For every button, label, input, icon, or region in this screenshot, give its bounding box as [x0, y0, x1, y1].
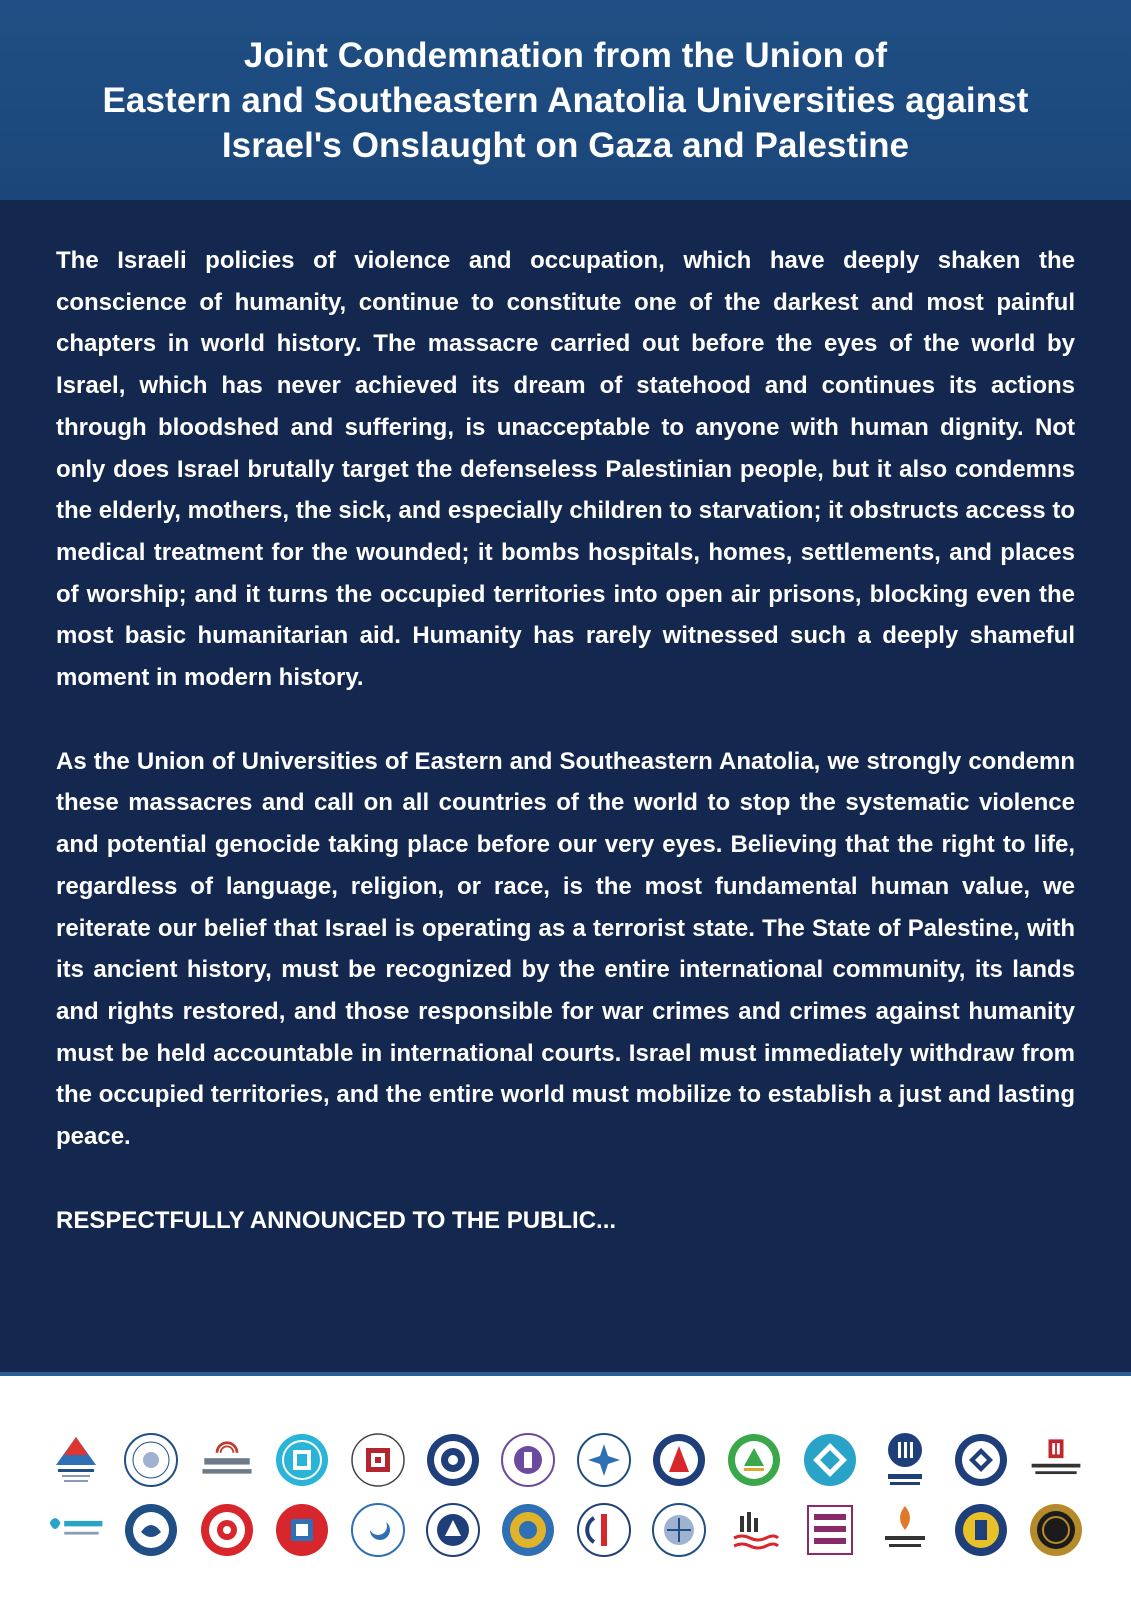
sivas-university-logo [197, 1499, 257, 1561]
inonu-university-logo [875, 1429, 935, 1491]
statement-body [0, 200, 1131, 1372]
header-banner [0, 0, 1131, 200]
igdir-university-logo [724, 1429, 784, 1491]
harran-university-logo [951, 1499, 1011, 1561]
bitlis-eren-university-logo [272, 1429, 332, 1491]
wave-bars-logo [724, 1499, 784, 1561]
sivas-science-technology-university-logo [272, 1499, 332, 1561]
erzurum-teknik-university-logo [574, 1429, 634, 1491]
round-seal-logo [498, 1429, 558, 1491]
statement-paragraph-1: The Israeli policies of violence and occupation, which have deeply shaken the conscience of humanity, continue to constitute one of the darkest and most painful chapters in world history. The massacre carried out before the eyes of the world by Israel, which has never achieved its dream of statehood and continues its actions through bloodshed and suffering, is unacceptable to anyone with human dignity. Not only does Israel brutally target the defenseless Palestinian people, but it also condemns the elderly, mothers, the sick, and especially children to starvation; it obstructs access to medical treatment for the wounded; it bombs hospitals, homes, settlements, and places of worship; and it turns the occupied territories into open air prisons, blocking even the most basic humanitarian aid. Humanity has rarely witnessed such a deeply shameful moment in modern history. [56, 247, 1075, 692]
statement-paragraph-2: As the Union of Universities of Eastern and Southeastern Anatolia, we strongly condemn these massacres and call on all countries of the world to stop the systematic violence and potential genocide taking place before our very eyes. Believing that the right to life, regardless of language, religion, or race, is the most fundamental human value, we reiterate our belief that Israel is operating as a terrorist state. The State of Palestine, with its ancient history, must be recognized by the entire international community, its lands and rights restored, and those responsible for war crimes and crimes against humanity must be held accountable in international courts. Israel must immediately withdraw from the occupied territories, and the entire world must mobilize to establish a just and lasting peace. [56, 747, 1075, 1151]
hakkari-university-logo [649, 1429, 709, 1491]
siirt-university-logo [875, 1499, 935, 1561]
kafkas-university-logo [800, 1429, 860, 1491]
malatya-turgut-ozal-university-logo [951, 1429, 1011, 1491]
university-logos-strip [0, 1376, 1131, 1600]
adiyaman-university-logo [348, 1499, 408, 1561]
dicle-university-logo [498, 1499, 558, 1561]
logo-row-2 [46, 1494, 1086, 1566]
agri-ibrahim-cecen-university-logo [46, 1429, 106, 1491]
mardin-artuklu-university-logo [800, 1499, 860, 1561]
bingol-university-logo [197, 1429, 257, 1491]
closing-line: RESPECTFULLY ANNOUNCED TO THE PUBLIC... [56, 1206, 617, 1234]
round-seal-logo [649, 1499, 709, 1561]
round-seal-logo [121, 1429, 181, 1491]
batman-university-logo [423, 1499, 483, 1561]
firat-university-logo [348, 1429, 408, 1491]
gaziantep-university-logo [574, 1499, 634, 1561]
gold-seal-logo [1026, 1499, 1086, 1561]
logo-row-1 [46, 1424, 1086, 1496]
munzur-university-logo [46, 1499, 106, 1561]
round-seal-logo [121, 1499, 181, 1561]
mus-alparslan-university-logo [1026, 1429, 1086, 1491]
page-title: Joint Condemnation from the Union of Eastern and Southeastern Anatolia Universities against Israel's Onslaught on Gaza and Palestine [102, 35, 1029, 165]
round-seal-logo [423, 1429, 483, 1491]
